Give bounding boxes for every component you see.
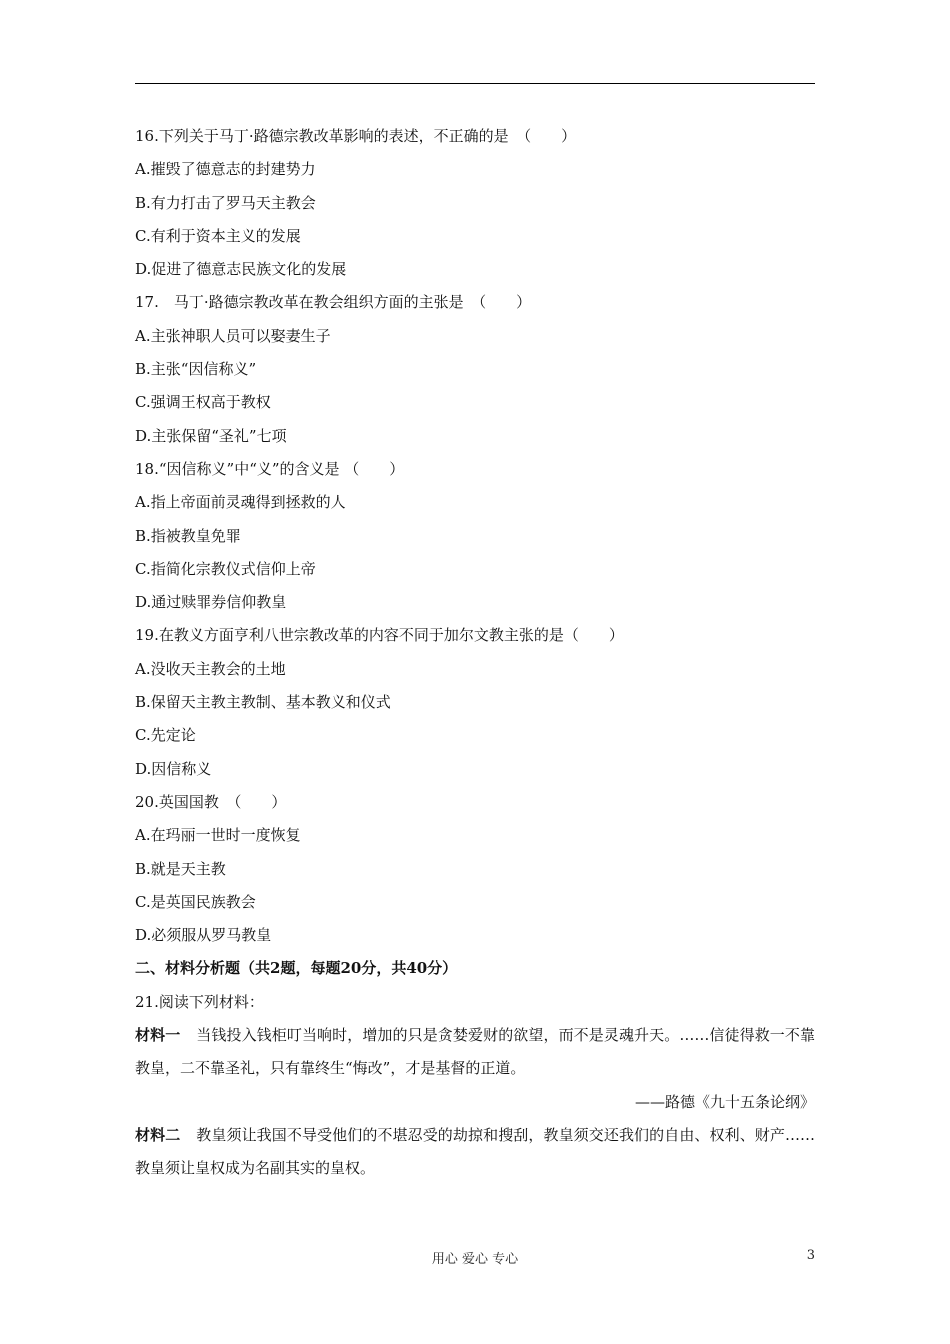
material-2 bbox=[135, 1119, 815, 1186]
question-stem: 18.“因信称义”中“义”的含义是 （ ） bbox=[135, 459, 405, 478]
option-d: D.通过赎罪券信仰教皇 bbox=[135, 593, 287, 612]
option-b: B.保留天主教主教制、基本教义和仪式 bbox=[135, 693, 391, 712]
question-21-intro: 21.阅读下列材料： bbox=[135, 992, 264, 1011]
material-2-text: 教皇须让我国不导受他们的不堪忍受的劫掠和搜刮，教皇须交还我们的自由、权利、财产……教皇须让皇权成为名副其实的皇权。 bbox=[135, 1125, 815, 1178]
option-a: A.摧毁了德意志的封建势力 bbox=[135, 160, 316, 179]
question-stem: 17. 马丁·路德宗教改革在教会组织方面的主张是 （ ） bbox=[135, 293, 532, 312]
option-c: C.先定论 bbox=[135, 726, 196, 745]
option-a: A.主张神职人员可以娶妻生子 bbox=[135, 326, 331, 345]
section-heading: 二、材料分析题（共2题，每题20分，共40分） bbox=[135, 959, 458, 978]
question-19 bbox=[135, 619, 815, 785]
question-20 bbox=[135, 786, 815, 952]
question-17 bbox=[135, 286, 815, 452]
option-d: D.主张保留“圣礼”七项 bbox=[135, 426, 287, 445]
option-d: D.因信称义 bbox=[135, 759, 212, 778]
footer-slogan: 用心 爱心 专心 bbox=[431, 1252, 519, 1267]
option-b: B.就是天主教 bbox=[135, 859, 226, 878]
option-c: C.强调王权高于教权 bbox=[135, 393, 271, 412]
question-stem: 20.英国国教 （ ） bbox=[135, 792, 287, 811]
option-a: A.在玛丽一世时一度恢复 bbox=[135, 826, 301, 845]
option-c: C.指简化宗教仪式信仰上帝 bbox=[135, 559, 316, 578]
material-2-label: 材料二 bbox=[135, 1125, 181, 1144]
option-c: C.是英国民族教会 bbox=[135, 892, 256, 911]
page-number: 3 bbox=[806, 1248, 815, 1263]
option-b: B.指被教皇免罪 bbox=[135, 526, 241, 545]
material-1-text: 当钱投入钱柜叮当响时，增加的只是贪婪爱财的欲望，而不是灵魂升天。……信徒得救一不靠教皇，二不靠圣礼，只有靠终生“悔改”，才是基督的正道。 bbox=[135, 1026, 815, 1078]
page-content bbox=[135, 120, 815, 1186]
header-rule bbox=[135, 83, 815, 84]
material-1-label: 材料一 bbox=[135, 1026, 181, 1045]
option-a: A.没收天主教会的土地 bbox=[135, 659, 286, 678]
option-d: D.必须服从罗马教皇 bbox=[135, 926, 272, 945]
question-stem: 19.在教义方面亨利八世宗教改革的内容不同于加尔文教主张的是（ ） bbox=[135, 626, 624, 645]
question-16 bbox=[135, 120, 815, 286]
option-b: B.主张“因信称义” bbox=[135, 360, 257, 379]
option-a: A.指上帝面前灵魂得到拯救的人 bbox=[135, 493, 346, 512]
material-1 bbox=[135, 1019, 815, 1086]
question-stem: 16.下列关于马丁·路德宗教改革影响的表述，不正确的是 （ ） bbox=[135, 127, 577, 145]
material-1-source: ——路德《九十五条论纲》 bbox=[634, 1092, 815, 1111]
option-d: D.促进了德意志民族文化的发展 bbox=[135, 260, 347, 279]
question-18 bbox=[135, 453, 815, 619]
option-c: C.有利于资本主义的发展 bbox=[135, 226, 301, 245]
option-b: B.有力打击了罗马天主教会 bbox=[135, 193, 316, 212]
